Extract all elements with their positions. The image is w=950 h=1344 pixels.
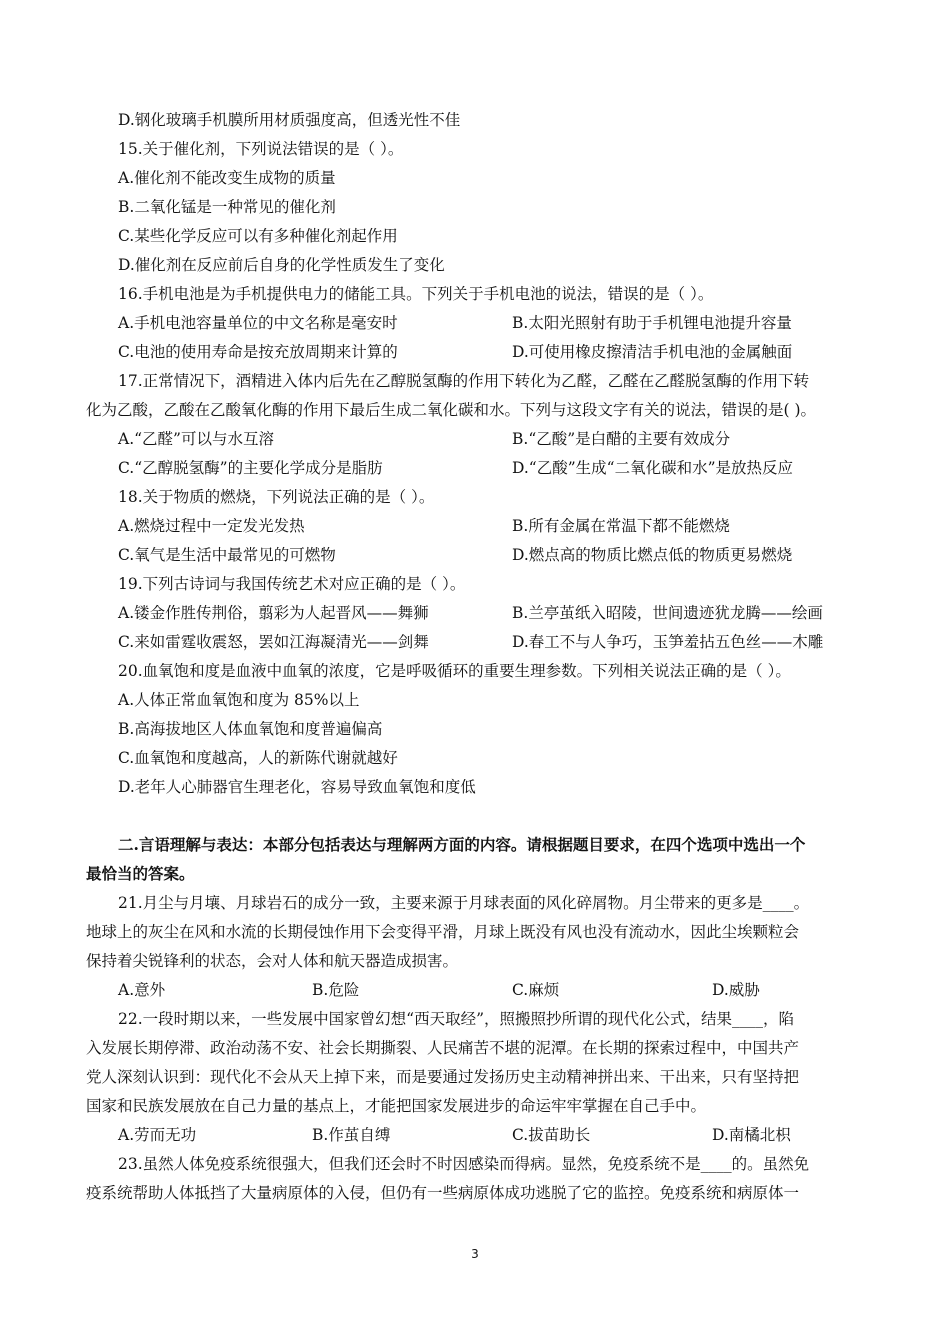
text-line: A.催化剂不能改变生成物的质量 — [118, 169, 336, 187]
text-line: 23.虽然人体免疫系统很强大，但我们还会时不时因感染而得病。显然，免疫系统不是____的。虽然免 — [118, 1155, 810, 1173]
text-line: A.劳而无功 — [118, 1126, 197, 1144]
text-line: C.血氧饱和度越高，人的新陈代谢就越好 — [118, 749, 398, 767]
text-line: A.镂金作胜传荆俗，翦彩为人起晋风——舞狮 — [118, 604, 429, 622]
text-line: B.作茧自缚 — [312, 1126, 391, 1144]
text-line: D.威胁 — [712, 981, 760, 999]
text-line: D.燃点高的物质比燃点低的物质更易燃烧 — [512, 546, 793, 564]
text-line: B.兰亭茧纸入昭陵，世间遗迹犹龙腾——绘画 — [512, 604, 823, 622]
text-line: 21.月尘与月壤、月球岩石的成分一致，主要来源于月球表面的风化碎屑物。月尘带来的更多是____。 — [118, 894, 810, 912]
text-line: 17.正常情况下，酒精进入体内后先在乙醇脱氢酶的作用下转化为乙醛，乙醛在乙醛脱氢酶的作用下转 — [118, 372, 810, 390]
text-line: A.人体正常血氧饱和度为 85%以上 — [118, 691, 360, 709]
text-line: 党人深刻认识到：现代化不会从天上掉下来，而是要通过发扬历史主动精神拼出来、干出来，只有坚持把 — [86, 1068, 800, 1086]
text-line: C.麻烦 — [512, 981, 560, 999]
text-line: D.钢化玻璃手机膜所用材质强度高，但透光性不佳 — [118, 111, 461, 129]
text-line: C.电池的使用寿命是按充放周期来计算的 — [118, 343, 398, 361]
text-line: D.催化剂在反应前后自身的化学性质发生了变化 — [118, 256, 445, 274]
text-line: A.燃烧过程中一定发光发热 — [118, 517, 305, 535]
text-line: B.“乙酸”是白醋的主要有效成分 — [512, 430, 731, 448]
text-line: C.“乙醇脱氢酶”的主要化学成分是脂肪 — [118, 459, 383, 477]
text-line: C.某些化学反应可以有多种催化剂起作用 — [118, 227, 398, 245]
text-line: B.危险 — [312, 981, 360, 999]
text-line: 19.下列古诗词与我国传统艺术对应正确的是（ ）。 — [118, 575, 466, 593]
text-line: B.所有金属在常温下都不能燃烧 — [512, 517, 730, 535]
text-line: 国家和民族发展放在自己力量的基点上，才能把国家发展进步的命运牢牢掌握在自己手中。 — [86, 1097, 707, 1115]
text-line: 保持着尖锐锋利的状态，会对人体和航天器造成损害。 — [86, 952, 459, 970]
text-line: D.春工不与人争巧，玉笋羞拈五色丝——木雕 — [512, 633, 824, 651]
text-line: 疫系统帮助人体抵挡了大量病原体的入侵，但仍有一些病原体成功逃脱了它的监控。免疫系统和病原体一 — [86, 1184, 800, 1202]
text-line: 15.关于催化剂，下列说法错误的是（ ）。 — [118, 140, 404, 158]
text-line: C.拔苗助长 — [512, 1126, 591, 1144]
text-line: 地球上的灰尘在风和水流的长期侵蚀作用下会变得平滑，月球上既没有风也没有流动水，因此尘埃颗粒会 — [86, 923, 800, 941]
text-line: A.意外 — [118, 981, 166, 999]
text-line: D.南橘北枳 — [712, 1126, 791, 1144]
text-line: 18.关于物质的燃烧，下列说法正确的是（ ）。 — [118, 488, 435, 506]
text-line: 20.血氧饱和度是血液中血氧的浓度，它是呼吸循环的重要生理参数。下列相关说法正确的是（ ）。 — [118, 662, 791, 680]
text-line: 最恰当的答案。 — [86, 864, 195, 883]
text-line: B.二氧化锰是一种常见的催化剂 — [118, 198, 336, 216]
text-line: B.太阳光照射有助于手机锂电池提升容量 — [512, 314, 792, 332]
text-line: 16.手机电池是为手机提供电力的储能工具。下列关于手机电池的说法，错误的是（ ）。 — [118, 285, 714, 303]
text-line: D.可使用橡皮擦清洁手机电池的金属触面 — [512, 343, 793, 361]
text-line: B.高海拔地区人体血氧饱和度普遍偏高 — [118, 720, 383, 738]
text-line: D.“乙酸”生成“二氧化碳和水”是放热反应 — [512, 459, 793, 477]
page-number: 3 — [471, 1247, 479, 1261]
text-line: D.老年人心肺器官生理老化，容易导致血氧饱和度低 — [118, 778, 476, 796]
text-line: A.手机电池容量单位的中文名称是毫安时 — [118, 314, 398, 332]
text-line: C.来如雷霆收震怒，罢如江海凝清光——剑舞 — [118, 633, 429, 651]
text-line: 22.一段时期以来，一些发展中国家曾幻想“西天取经”，照搬照抄所谓的现代化公式，结果____，陷 — [118, 1010, 795, 1028]
text-line: 二.言语理解与表达：本部分包括表达与理解两方面的内容。请根据题目要求，在四个选项中选出一个 — [118, 835, 806, 854]
text-line: 化为乙酸，乙酸在乙酸氧化酶的作用下最后生成二氧化碳和水。下列与这段文字有关的说法，错误的是( )。 — [86, 401, 817, 419]
text-line: C.氧气是生活中最常见的可燃物 — [118, 546, 336, 564]
text-line: A.“乙醛”可以与水互溶 — [118, 430, 274, 448]
text-line: 入发展长期停滞、政治动荡不安、社会长期撕裂、人民痛苦不堪的泥潭。在长期的探索过程中，中国共产 — [86, 1039, 800, 1057]
